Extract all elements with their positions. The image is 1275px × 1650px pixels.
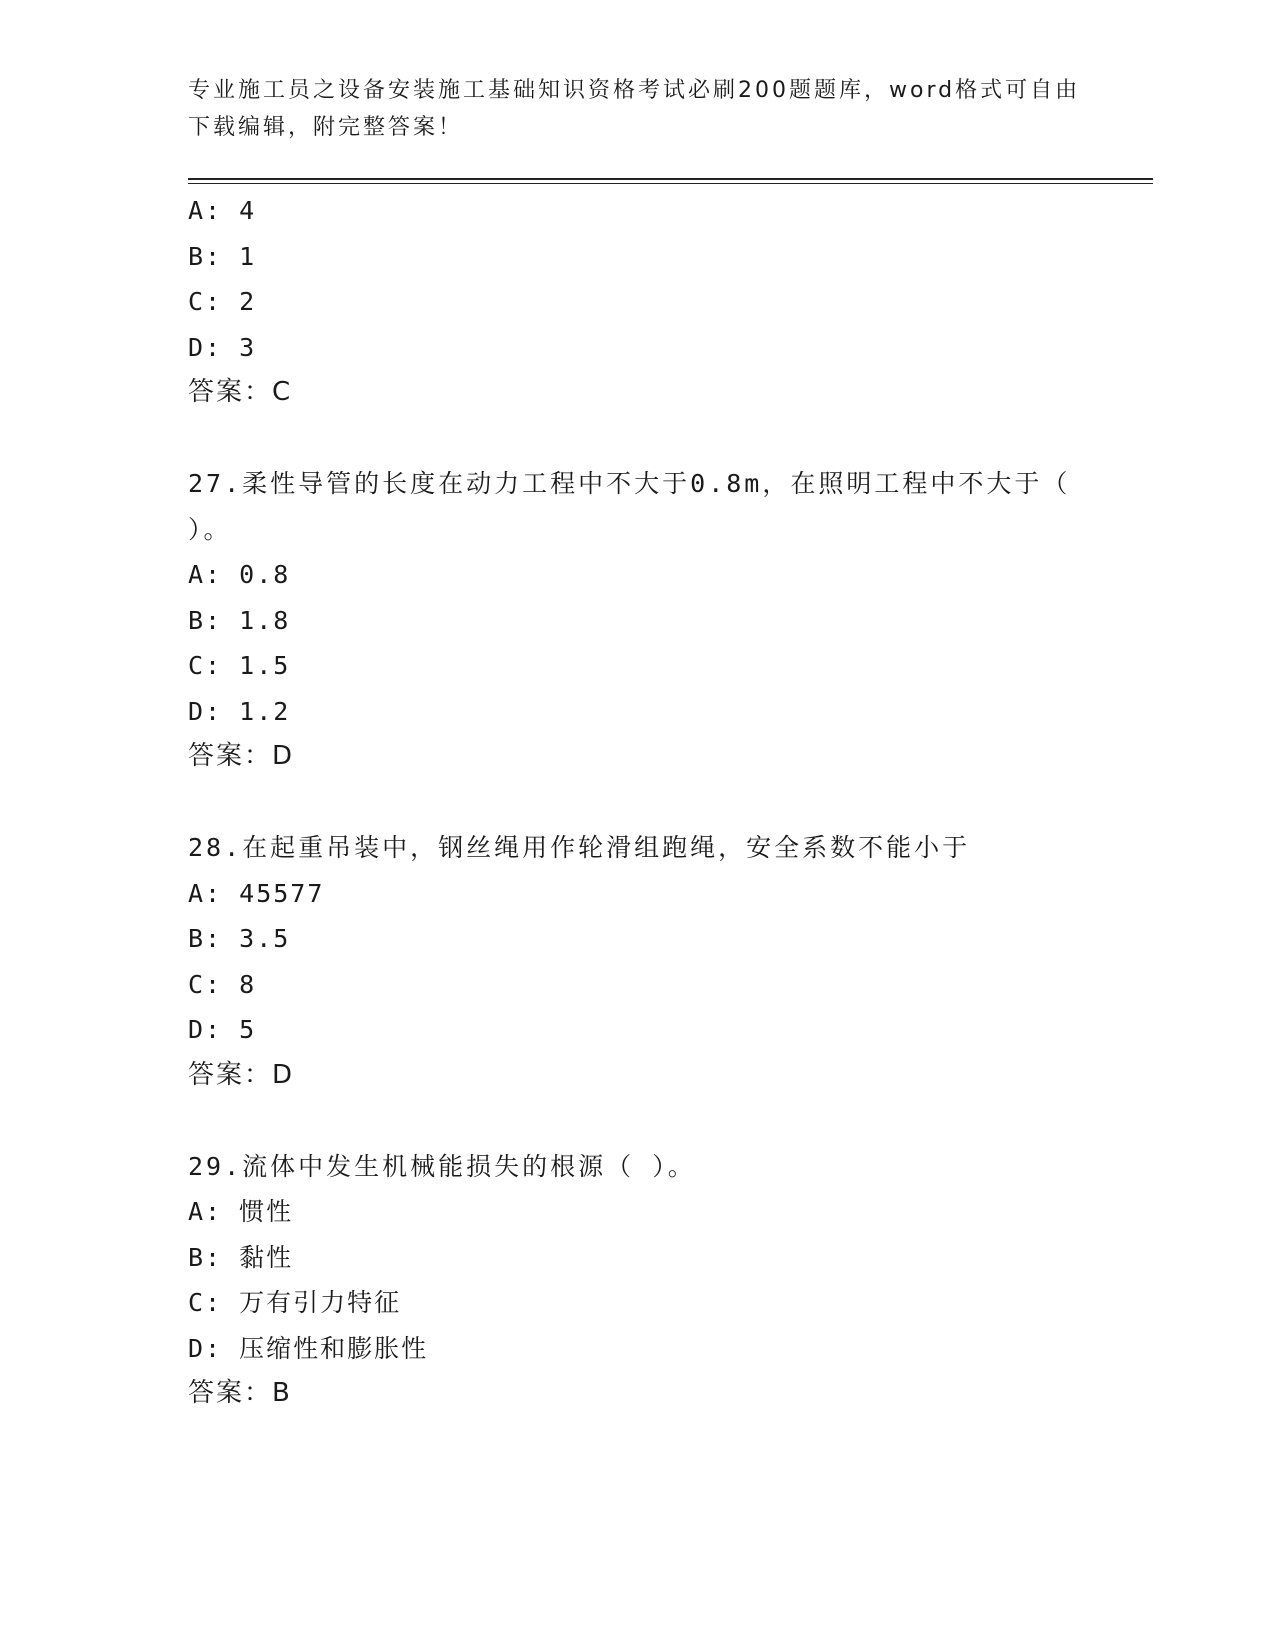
option-b: B: 3.5: [188, 924, 291, 953]
option-b: B: 1.8: [188, 605, 291, 635]
option-c: C: 万有引力特征: [188, 1288, 402, 1317]
answer-line: 答案：C: [188, 377, 293, 407]
answer-line: 答案：D: [188, 1059, 295, 1090]
question-list: [188, 188, 1088, 1417]
option-c: C: 2: [188, 287, 257, 316]
option-b: B: 1: [188, 241, 257, 271]
option-c: C: 8: [188, 969, 257, 999]
question-block-prev: [188, 188, 1088, 416]
option-a: A: 4: [188, 196, 257, 225]
header-rule-thin: [188, 183, 1153, 184]
option-a: A: 惯性: [188, 1197, 294, 1226]
question-text: 29.流体中发生机械能损失的根源（ ）。: [188, 1151, 696, 1181]
option-a: A: 45577: [188, 878, 325, 908]
header-rule-thick: [188, 178, 1153, 180]
option-a: A: 0.8: [188, 560, 291, 589]
question-block-29: [188, 1144, 1088, 1417]
option-b: B: 黏性: [188, 1242, 294, 1272]
option-d: D: 1.2: [188, 696, 291, 726]
question-block-28: [188, 825, 1088, 1098]
option-d: D: 5: [188, 1015, 257, 1044]
question-text: 27.柔性导管的长度在动力工程中不大于0.8m，在照明工程中不大于（ ）。: [188, 469, 1071, 544]
option-d: D: 3: [188, 332, 257, 362]
option-d: D: 压缩性和膨胀性: [188, 1333, 429, 1363]
question-block-27: [188, 461, 1088, 780]
answer-line: 答案：B: [188, 1378, 292, 1408]
document-header: 专业施工员之设备安装施工基础知识资格考试必刷200题题库，word格式可自由下载编辑，附完整答案！: [188, 78, 1081, 140]
option-c: C: 1.5: [188, 651, 291, 680]
answer-line: 答案：D: [188, 741, 295, 771]
question-text: 28.在起重吊装中，钢丝绳用作轮滑组跑绳，安全系数不能小于: [188, 833, 971, 862]
